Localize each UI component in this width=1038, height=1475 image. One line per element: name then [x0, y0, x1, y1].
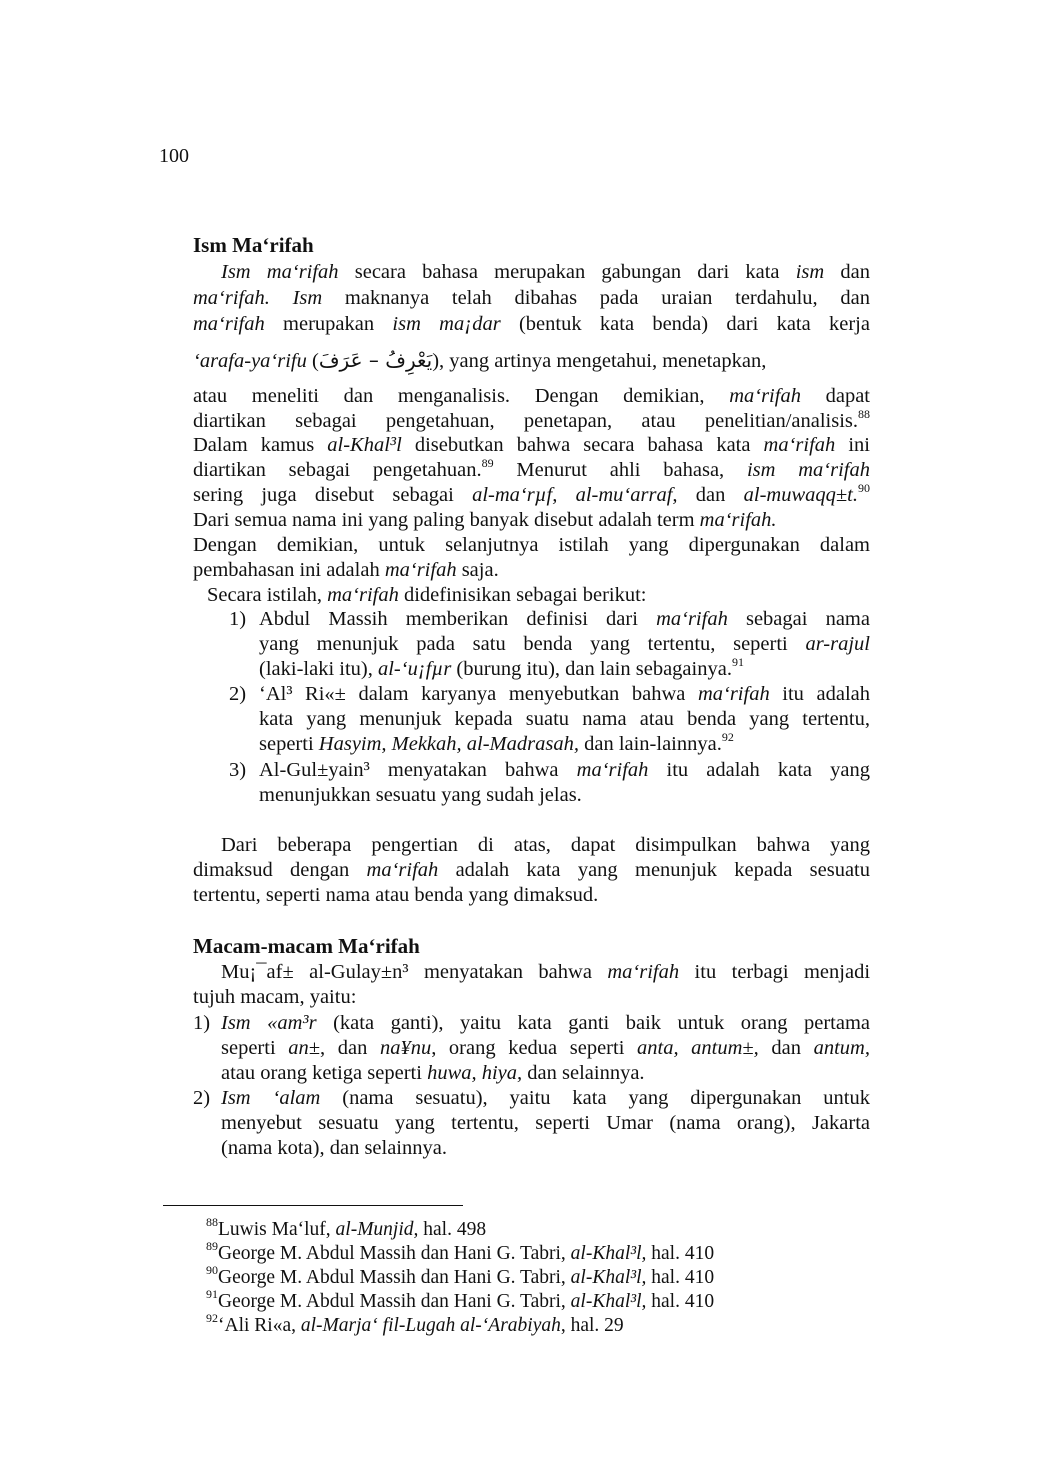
list-number: 2)	[229, 683, 247, 705]
text-line: ‘arafa-ya‘rifu (يَعْرِفُ – عَرَفَ), yang artinya mengetahui, menetapkan,	[193, 348, 767, 372]
list-item-line: Al-Gul±yain³ menyatakan bahwa ma‘rifah itu adalah kata yang	[259, 759, 870, 781]
text-line: Ism ma‘rifah secara bahasa merupakan gabungan dari kata ism dan	[221, 261, 870, 283]
list-item-line: yang menunjuk pada satu benda yang tertentu, seperti ar-rajul	[259, 633, 870, 655]
footnote: $^{90}$George M. Abdul Massih dan Hani G. Tabri, al-Khal³l, hal. 410	[206, 1263, 715, 1288]
list-item-line: menunjukkan sesuatu yang sudah jelas.	[259, 784, 582, 806]
text-line: dimaksud dengan ma‘rifah adalah kata yang menunjuk kepada sesuatu	[193, 859, 870, 881]
text-line: atau meneliti dan menganalisis. Dengan demikian, ma‘rifah dapat	[193, 385, 870, 407]
list-item-line: Ism ‘alam (nama sesuatu), yaitu kata yang dipergunakan untuk	[221, 1087, 871, 1109]
list-item-line: atau orang ketiga seperti huwa, hiya, dan selainnya.	[221, 1062, 645, 1084]
text-line: diartikan sebagai pengetahuan.$^{89}$ Menurut ahli bahasa, ism ma‘rifah	[193, 456, 870, 481]
text-line: Dari semua nama ini yang paling banyak disebut adalah term ma‘rifah.	[193, 509, 777, 531]
list-item-line: (nama kota), dan selainnya.	[221, 1137, 447, 1159]
paragraph-terminology: Secara istilah, ma‘rifah didefinisikan sebagai berikut:	[207, 584, 647, 606]
list-number: 3)	[229, 759, 247, 781]
text-line: Dengan demikian, untuk selanjutnya istilah yang dipergunakan dalam	[193, 534, 870, 556]
list-number: 1)	[193, 1012, 211, 1034]
section-heading-ism-marifah: Ism Ma‘rifah	[193, 233, 314, 257]
list-item-line: menyebut sesuatu yang tertentu, seperti Umar (nama orang), Jakarta	[221, 1112, 870, 1134]
footnote-ref: 89	[481, 456, 494, 470]
footnote: $^{88}$Luwis Ma‘luf, al-Munjid, hal. 498	[206, 1215, 487, 1240]
footnote-ref: 90	[857, 481, 870, 495]
list-item-line: Abdul Massih memberikan definisi dari ma‘rifah sebagai nama	[259, 608, 870, 630]
footnote: $^{92}$‘Ali Ri«a, al-Marja‘ fil-Lugah al-‘Arabiyah, hal. 29	[206, 1311, 624, 1336]
footnote: $^{91}$George M. Abdul Massih dan Hani G. Tabri, al-Khal³l, hal. 410	[206, 1287, 715, 1312]
text-line: Dalam kamus al-Khal³l disebutkan bahwa secara bahasa kata ma‘rifah ini	[193, 434, 870, 456]
list-number: 2)	[193, 1087, 211, 1109]
footnote-ref: 91	[731, 655, 744, 669]
list-item-line: Ism «am³r (kata ganti), yaitu kata ganti baik untuk orang pertama	[221, 1012, 870, 1034]
list-item-line: seperti Hasyim, Mekkah, al-Madrasah, dan lain-lainnya.$^{92}$	[259, 730, 734, 755]
text-line: sering juga disebut sebagai al-ma‘rµf, al-mu‘arraf, dan al-muwaqq±t.$^{90}$	[193, 481, 870, 506]
footnote-divider	[163, 1205, 463, 1206]
footnote: $^{89}$George M. Abdul Massih dan Hani G. Tabri, al-Khal³l, hal. 410	[206, 1239, 715, 1264]
list-item-line: kata yang menunjuk kepada suatu nama atau benda yang tertentu,	[259, 708, 870, 730]
footnote-ref: 88	[858, 407, 870, 421]
text-line: ma‘rifah. Ism maknanya telah dibahas pada uraian terdahulu, dan	[193, 287, 870, 309]
text-line: diartikan sebagai pengetahuan, penetapan, atau penelitian/analisis.$^{88}$	[193, 407, 870, 432]
text-line: pembahasan ini adalah ma‘rifah saja.	[193, 559, 499, 581]
arabic-verb: يَعْرِفُ – عَرَفَ	[318, 348, 433, 372]
text-line: tertentu, seperti nama atau benda yang dimaksud.	[193, 884, 599, 906]
list-item-line: (laki-laki itu), al-‘u¡fµr (burung itu), dan lain sebagainya.$^{91}$	[259, 655, 744, 680]
list-item-line: seperti an±, dan na¥nu, orang kedua seperti anta, antum±, dan antum,	[221, 1037, 870, 1059]
page-number: 100	[159, 145, 189, 167]
text-line: tujuh macam, yaitu:	[193, 986, 357, 1008]
footnote-ref: 92	[721, 730, 734, 744]
list-item-line: ‘Al³ Ri«± dalam karyanya menyebutkan bahwa ma‘rifah itu adalah	[259, 683, 870, 705]
text-line: Mu¡¯af± al-Gulay±n³ menyatakan bahwa ma‘rifah itu terbagi menjadi	[221, 961, 871, 983]
section-heading-macam-marifah: Macam-macam Ma‘rifah	[193, 934, 420, 958]
text-line: Dari beberapa pengertian di atas, dapat disimpulkan bahwa yang	[221, 834, 870, 856]
text-line: ma‘rifah merupakan ism ma¡dar (bentuk kata benda) dari kata kerja	[193, 313, 870, 335]
list-number: 1)	[229, 608, 247, 630]
